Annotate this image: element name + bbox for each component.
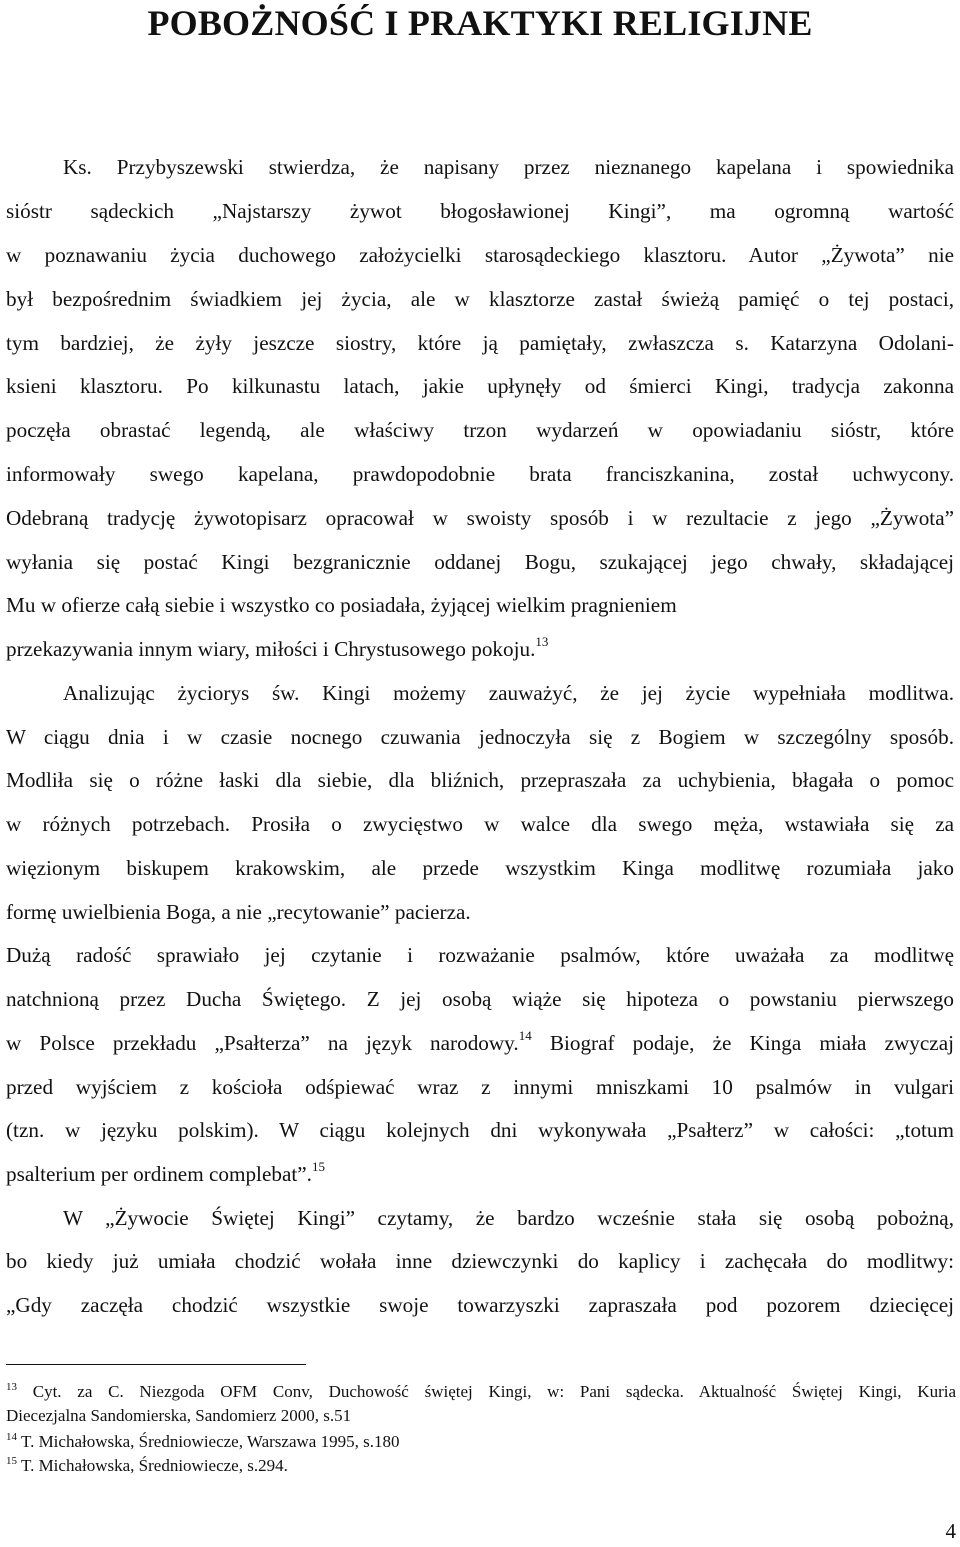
footnote-separator [6, 1364, 306, 1365]
paragraph-line: natchnioną przez Ducha Świętego. Z jej osobą wiąże się hipoteza o powstaniu pierwszego [6, 987, 954, 1011]
paragraph-line: „Gdy zaczęła chodzić wszystkie swoje towarzyszki zapraszała pod pozorem dziecięcej [6, 1293, 954, 1317]
paragraph-line: Odebraną tradycję żywotopisarz opracował w swoisty sposób i w rezultacie z jego „Żywota” [6, 506, 954, 530]
footnote: Diecezjalna Sandomierska, Sandomierz 2000, s.51 [6, 1406, 352, 1425]
footnote-number: 15 [6, 1455, 17, 1467]
paragraph-line: Ks. Przybyszewski stwierdza, że napisany przez nieznanego kapelana i spowiednika [63, 155, 954, 179]
paragraph-line: W ciągu dnia i w czasie nocnego czuwania jednoczyła się z Bogiem w szczególny sposób. [6, 725, 954, 749]
footnote: $^{14}$ T. Michałowska, Średniowiecze, Warszawa 1995, s.180 [6, 1431, 400, 1451]
page-title: POBOŻNOŚĆ I PRAKTYKI RELIGIJNE [147, 3, 813, 43]
footnote-ref: 15 [311, 1159, 325, 1174]
paragraph-line: W „Żywocie Świętej Kingi” czytamy, że bardzo wcześnie stała się osobą pobożną, [63, 1206, 954, 1230]
paragraph-line: psalterium per ordinem complebat”.$^{15}$ [6, 1159, 325, 1186]
footnote-ref: 14 [518, 1028, 532, 1043]
paragraph-line: Analizując życiorys św. Kingi możemy zauważyć, że jej życie wypełniała modlitwa. [63, 681, 954, 705]
footnote-ref: 13 [535, 634, 549, 649]
page-number: 4 [945, 1519, 956, 1543]
paragraph-line: poczęła obrastać legendą, ale właściwy trzon wydarzeń w opowiadaniu sióstr, które [6, 418, 954, 442]
footnote-number: 13 [6, 1381, 17, 1393]
paragraph-line: przed wyjściem z kościoła odśpiewać wraz z innymi mniszkami 10 psalmów in vulgari [6, 1075, 954, 1099]
footnote: $^{13}$ Cyt. za C. Niezgoda OFM Conv, Duchowość świętej Kingi, w: Pani sądecka. Aktualność Świętej Kingi, Kuria [6, 1381, 956, 1401]
paragraph-line: informowały swego kapelana, prawdopodobnie brata franciszkanina, został uchwycony. [6, 462, 954, 486]
paragraph-line: bo kiedy już umiała chodzić wołała inne dziewczynki do kaplicy i zachęcała do modlitwy: [6, 1249, 954, 1273]
paragraph-line: w poznawaniu życia duchowego założycielki starosądeckiego klasztoru. Autor „Żywota” nie [6, 243, 954, 267]
paragraph-line: formę uwielbienia Boga, a nie „recytowanie” pacierza. [6, 900, 471, 924]
paragraph-line: więzionym biskupem krakowskim, ale przede wszystkim Kinga modlitwę rozumiała jako [6, 856, 954, 880]
paragraph-line: Dużą radość sprawiało jej czytanie i rozważanie psalmów, które uważała za modlitwę [6, 943, 954, 967]
paragraph-line: wyłania się postać Kingi bezgranicznie oddanej Bogu, szukającej jego chwały, składającej [6, 550, 954, 574]
paragraph-line: był bezpośrednim świadkiem jej życia, ale w klasztorze zastał świeżą pamięć o tej postaci, [6, 287, 954, 311]
paragraph-line: sióstr sądeckich „Najstarszy żywot błogosławionej Kingi”, ma ogromną wartość [6, 199, 954, 223]
paragraph-line: w Polsce przekładu „Psałterza” na język narodowy.$^{14}$ Biograf podaje, że Kinga miała zwyczaj [6, 1028, 954, 1055]
paragraph-line: (tzn. w języku polskim). W ciągu kolejnych dni wykonywała „Psałterz” w całości: „totum [6, 1118, 954, 1142]
paragraph-line: tym bardziej, że żyły jeszcze siostry, które ją pamiętały, zwłaszcza s. Katarzyna Odolani- [6, 331, 954, 355]
footnote-number: 14 [6, 1431, 17, 1443]
footnote: $^{15}$ T. Michałowska, Średniowiecze, s.294. [6, 1455, 288, 1475]
paragraph-line: przekazywania innym wiary, miłości i Chrystusowego pokoju.$^{13}$ [6, 634, 549, 661]
paragraph-line: w różnych potrzebach. Prosiła o zwycięstwo w walce dla swego męża, wstawiała się za [6, 812, 954, 836]
paragraph-line: Mu w ofierze całą siebie i wszystko co posiadała, żyjącej wielkim pragnieniem [6, 593, 677, 617]
paragraph-line: ksieni klasztoru. Po kilkunastu latach, jakie upłynęły od śmierci Kingi, tradycja zakonna [6, 374, 954, 398]
paragraph-line: Modliła się o różne łaski dla siebie, dla bliźnich, przepraszała za uchybienia, błagała o pomoc [6, 768, 954, 792]
